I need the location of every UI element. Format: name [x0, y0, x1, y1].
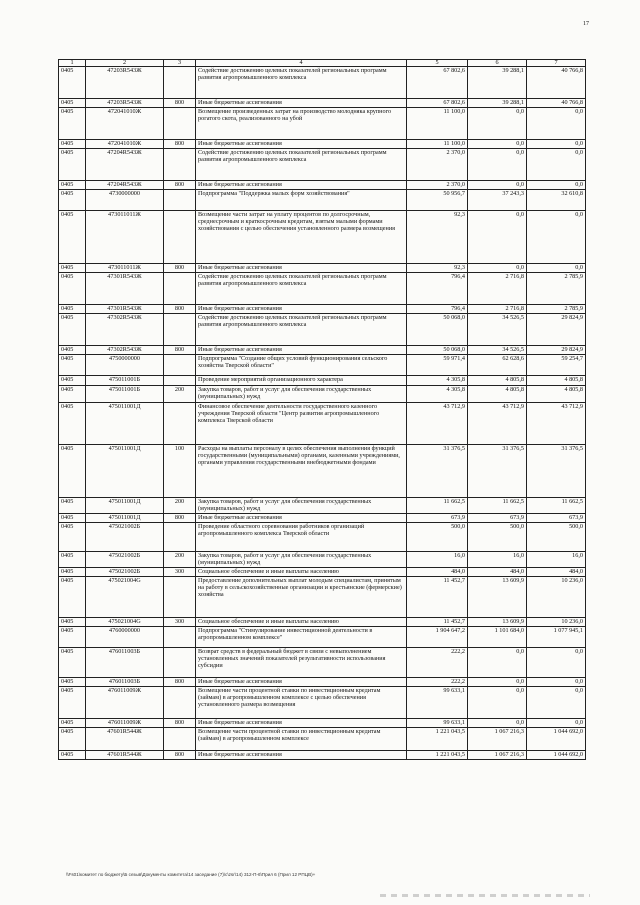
code-cell: 47204R543Ж — [86, 149, 164, 181]
section-cell: 0405 — [59, 648, 86, 678]
item-name-cell: Иные бюджетные ассигнования — [196, 181, 407, 190]
amount-year3-cell: 1 044 692,0 — [527, 728, 586, 751]
section-cell: 0405 — [59, 314, 86, 346]
expense-type-cell: 300 — [164, 568, 196, 577]
section-cell: 0405 — [59, 108, 86, 140]
expense-type-cell — [164, 314, 196, 346]
amount-year1-cell: 222,2 — [407, 648, 468, 678]
amount-year3-cell: 16,0 — [527, 552, 586, 568]
amount-year2-cell: 2 716,8 — [468, 273, 527, 305]
table-row — [59, 648, 586, 678]
item-name-cell: Иные бюджетные ассигнования — [196, 719, 407, 728]
section-cell: 0405 — [59, 751, 86, 760]
item-name-cell: Иные бюджетные ассигнования — [196, 140, 407, 149]
expense-type-cell — [164, 376, 196, 386]
expense-type-cell — [164, 211, 196, 264]
section-cell: 0405 — [59, 568, 86, 577]
expense-type-cell: 800 — [164, 140, 196, 149]
expense-type-cell — [164, 648, 196, 678]
section-cell: 0405 — [59, 211, 86, 264]
code-cell: 475021002Б — [86, 523, 164, 552]
amount-year2-cell: 34 526,5 — [468, 346, 527, 355]
expense-type-cell: 800 — [164, 181, 196, 190]
amount-year3-cell: 40 766,8 — [527, 99, 586, 108]
table-row — [59, 305, 586, 314]
amount-year1-cell: 50 068,0 — [407, 346, 468, 355]
amount-year3-cell: 59 254,7 — [527, 355, 586, 376]
expense-type-cell: 200 — [164, 552, 196, 568]
code-cell: 475011001Д — [86, 445, 164, 498]
expense-type-cell — [164, 728, 196, 751]
table-row — [59, 577, 586, 618]
expense-type-cell: 800 — [164, 346, 196, 355]
table-row — [59, 314, 586, 346]
amount-year3-cell: 0,0 — [527, 149, 586, 181]
expense-type-cell — [164, 108, 196, 140]
amount-year1-cell: 99 633,1 — [407, 687, 468, 719]
table-row — [59, 552, 586, 568]
section-cell: 0405 — [59, 523, 86, 552]
footer-file-path: \\Fs01\комитет по бюджету\Б сезыв\Документы комитета\14 заседание (7)\с\zsr\14) 312-П-6\Прил 6 (Прил 12 РПЦВ)+ — [66, 872, 316, 877]
amount-year1-cell: 222,2 — [407, 678, 468, 687]
table-row — [59, 403, 586, 445]
amount-year1-cell: 1 221 043,5 — [407, 728, 468, 751]
amount-year1-cell: 673,9 — [407, 514, 468, 523]
amount-year3-cell: 1 077 945,1 — [527, 627, 586, 648]
item-name-cell: Проведение мероприятий организационного характера — [196, 376, 407, 386]
code-cell: 47203R543Ж — [86, 67, 164, 99]
amount-year3-cell: 2 785,9 — [527, 305, 586, 314]
page-number: 17 — [583, 21, 589, 27]
expense-type-cell: 800 — [164, 264, 196, 273]
amount-year3-cell: 0,0 — [527, 678, 586, 687]
code-cell: 475011001Д — [86, 514, 164, 523]
code-cell: 475021004G — [86, 577, 164, 618]
amount-year1-cell: 59 971,4 — [407, 355, 468, 376]
amount-year1-cell: 50 068,0 — [407, 314, 468, 346]
header-cell: 6 — [468, 60, 527, 67]
code-cell: 472041010Ж — [86, 140, 164, 149]
expense-type-cell: 300 — [164, 618, 196, 627]
item-name-cell: Иные бюджетные ассигнования — [196, 751, 407, 760]
section-cell: 0405 — [59, 346, 86, 355]
table-row — [59, 514, 586, 523]
amount-year1-cell: 43 712,9 — [407, 403, 468, 445]
amount-year2-cell: 0,0 — [468, 648, 527, 678]
expense-type-cell: 800 — [164, 719, 196, 728]
table-row — [59, 346, 586, 355]
header-cell: 7 — [527, 60, 586, 67]
amount-year2-cell: 11 662,5 — [468, 498, 527, 514]
amount-year3-cell: 0,0 — [527, 648, 586, 678]
section-cell: 0405 — [59, 618, 86, 627]
section-cell: 0405 — [59, 445, 86, 498]
table-row — [59, 568, 586, 577]
table-row — [59, 149, 586, 181]
amount-year1-cell: 92,3 — [407, 211, 468, 264]
amount-year1-cell: 11 100,0 — [407, 108, 468, 140]
table-row — [59, 751, 586, 760]
code-cell: 47601R544Ж — [86, 751, 164, 760]
header-cell: 2 — [86, 60, 164, 67]
amount-year3-cell: 4 805,8 — [527, 386, 586, 403]
amount-year1-cell: 99 633,1 — [407, 719, 468, 728]
expense-type-cell — [164, 403, 196, 445]
code-cell: 47302R543Ж — [86, 346, 164, 355]
amount-year1-cell: 67 802,6 — [407, 67, 468, 99]
item-name-cell: Возмещение части процентной ставки по инвестиционным кредитам (займам) в агропромышленном комплексе — [196, 728, 407, 751]
expense-type-cell: 800 — [164, 514, 196, 523]
item-name-cell: Содействие достижению целевых показателей региональных программ развития агропромышленного комплекса — [196, 149, 407, 181]
section-cell: 0405 — [59, 498, 86, 514]
item-name-cell: Иные бюджетные ассигнования — [196, 305, 407, 314]
table-row — [59, 498, 586, 514]
code-cell: 475021004G — [86, 618, 164, 627]
table-row — [59, 386, 586, 403]
table-row — [59, 523, 586, 552]
section-cell: 0405 — [59, 305, 86, 314]
section-cell: 0405 — [59, 264, 86, 273]
expense-type-cell — [164, 149, 196, 181]
amount-year2-cell: 39 288,1 — [468, 67, 527, 99]
amount-year2-cell: 0,0 — [468, 687, 527, 719]
table-row — [59, 445, 586, 498]
amount-year2-cell: 4 805,8 — [468, 376, 527, 386]
table-row — [59, 190, 586, 211]
section-cell: 0405 — [59, 355, 86, 376]
amount-year3-cell: 0,0 — [527, 687, 586, 719]
amount-year2-cell: 0,0 — [468, 181, 527, 190]
table-row — [59, 719, 586, 728]
code-cell: 473011011Ж — [86, 264, 164, 273]
expense-type-cell — [164, 577, 196, 618]
section-cell: 0405 — [59, 190, 86, 211]
item-name-cell: Иные бюджетные ассигнования — [196, 678, 407, 687]
amount-year1-cell: 500,0 — [407, 523, 468, 552]
amount-year3-cell: 10 236,0 — [527, 618, 586, 627]
amount-year2-cell: 1 067 216,3 — [468, 728, 527, 751]
section-cell: 0405 — [59, 99, 86, 108]
code-cell: 475011001Д — [86, 403, 164, 445]
section-cell: 0405 — [59, 552, 86, 568]
amount-year1-cell: 11 100,0 — [407, 140, 468, 149]
section-cell: 0405 — [59, 627, 86, 648]
amount-year3-cell: 500,0 — [527, 523, 586, 552]
code-cell: 476011009Ж — [86, 687, 164, 719]
amount-year3-cell: 484,0 — [527, 568, 586, 577]
amount-year2-cell: 0,0 — [468, 678, 527, 687]
table-row — [59, 627, 586, 648]
amount-year2-cell: 673,9 — [468, 514, 527, 523]
code-cell: 475011001Б — [86, 386, 164, 403]
amount-year3-cell: 4 805,8 — [527, 376, 586, 386]
amount-year3-cell: 0,0 — [527, 211, 586, 264]
amount-year2-cell: 13 609,9 — [468, 577, 527, 618]
amount-year1-cell: 1 221 043,5 — [407, 751, 468, 760]
amount-year1-cell: 31 376,5 — [407, 445, 468, 498]
amount-year1-cell: 4 305,8 — [407, 386, 468, 403]
table-row — [59, 355, 586, 376]
item-name-cell: Иные бюджетные ассигнования — [196, 514, 407, 523]
code-cell: 472041010Ж — [86, 108, 164, 140]
amount-year3-cell: 2 785,9 — [527, 273, 586, 305]
expense-type-cell — [164, 627, 196, 648]
section-cell: 0405 — [59, 687, 86, 719]
expense-type-cell — [164, 355, 196, 376]
amount-year2-cell: 16,0 — [468, 552, 527, 568]
amount-year3-cell: 0,0 — [527, 140, 586, 149]
code-cell: 473011011Ж — [86, 211, 164, 264]
amount-year3-cell: 32 610,8 — [527, 190, 586, 211]
item-name-cell: Иные бюджетные ассигнования — [196, 99, 407, 108]
amount-year2-cell: 37 243,3 — [468, 190, 527, 211]
expense-type-cell: 800 — [164, 751, 196, 760]
item-name-cell: Возмещение произведенных затрат на производство молодняка крупного рогатого скота, реализованного на убой — [196, 108, 407, 140]
amount-year2-cell: 1 101 684,0 — [468, 627, 527, 648]
amount-year2-cell: 0,0 — [468, 211, 527, 264]
amount-year3-cell: 673,9 — [527, 514, 586, 523]
item-name-cell: Предоставление дополнительных выплат молодым специалистам, принятым на работу в сельскохозяйственные организации и крестьянские (фермерские) хозяйства — [196, 577, 407, 618]
section-cell: 0405 — [59, 403, 86, 445]
amount-year3-cell: 40 766,8 — [527, 67, 586, 99]
table-row — [59, 678, 586, 687]
expense-type-cell — [164, 190, 196, 211]
expense-type-cell — [164, 523, 196, 552]
table-row — [59, 273, 586, 305]
section-cell: 0405 — [59, 273, 86, 305]
amount-year2-cell: 4 805,8 — [468, 386, 527, 403]
table-row — [59, 211, 586, 264]
code-cell: 475021002Б — [86, 552, 164, 568]
table-row — [59, 99, 586, 108]
header-cell: 3 — [164, 60, 196, 67]
section-cell: 0405 — [59, 678, 86, 687]
section-cell: 0405 — [59, 386, 86, 403]
code-cell: 47204R543Ж — [86, 181, 164, 190]
amount-year1-cell: 11 662,5 — [407, 498, 468, 514]
expense-type-cell: 800 — [164, 99, 196, 108]
amount-year1-cell: 2 370,0 — [407, 149, 468, 181]
amount-year1-cell: 1 904 647,2 — [407, 627, 468, 648]
expense-type-cell: 200 — [164, 498, 196, 514]
amount-year3-cell: 29 824,9 — [527, 346, 586, 355]
section-cell: 0405 — [59, 728, 86, 751]
amount-year1-cell: 67 802,6 — [407, 99, 468, 108]
code-cell: 476011003Б — [86, 648, 164, 678]
section-cell: 0405 — [59, 181, 86, 190]
amount-year3-cell: 0,0 — [527, 108, 586, 140]
item-name-cell: Финансовое обеспечение деятельности государственного казенного учреждения Тверской области "Центр развития агропромышленного комплекса Тверской области — [196, 403, 407, 445]
item-name-cell: Социальное обеспечение и иные выплаты населению — [196, 568, 407, 577]
code-cell: 475011001Д — [86, 498, 164, 514]
amount-year2-cell: 500,0 — [468, 523, 527, 552]
item-name-cell: Проведение областного соревнования работников организаций агропромышленного комплекса Тверской области — [196, 523, 407, 552]
expense-type-cell — [164, 687, 196, 719]
amount-year2-cell: 1 067 216,3 — [468, 751, 527, 760]
item-name-cell: Закупка товаров, работ и услуг для обеспечения государственных (муниципальных) нужд — [196, 498, 407, 514]
amount-year1-cell: 11 452,7 — [407, 577, 468, 618]
table-row — [59, 67, 586, 99]
code-cell: 47301R543Ж — [86, 305, 164, 314]
header-cell: 4 — [196, 60, 407, 67]
amount-year1-cell: 92,3 — [407, 264, 468, 273]
item-name-cell: Возмещение части процентной ставки по инвестиционным кредитам (займам) в агропромышленном комплексе с целью обеспечения установленного размера возмещения — [196, 687, 407, 719]
item-name-cell: Содействие достижению целевых показателей региональных программ развития агропромышленного комплекса — [196, 314, 407, 346]
amount-year2-cell: 34 526,5 — [468, 314, 527, 346]
amount-year2-cell: 13 609,9 — [468, 618, 527, 627]
item-name-cell: Иные бюджетные ассигнования — [196, 264, 407, 273]
code-cell: 476011003Б — [86, 678, 164, 687]
table-row — [59, 618, 586, 627]
item-name-cell: Подпрограмма "Поддержка малых форм хозяйствования" — [196, 190, 407, 211]
table-row — [59, 376, 586, 386]
code-cell: 475011001Б — [86, 376, 164, 386]
amount-year1-cell: 796,4 — [407, 273, 468, 305]
amount-year2-cell: 2 716,8 — [468, 305, 527, 314]
amount-year2-cell: 39 288,1 — [468, 99, 527, 108]
code-cell: 47302R543Ж — [86, 314, 164, 346]
amount-year1-cell: 4 305,8 — [407, 376, 468, 386]
amount-year2-cell: 62 628,6 — [468, 355, 527, 376]
expense-type-cell: 800 — [164, 305, 196, 314]
table-row — [59, 728, 586, 751]
amount-year3-cell: 31 376,5 — [527, 445, 586, 498]
section-cell: 0405 — [59, 577, 86, 618]
amount-year2-cell: 0,0 — [468, 719, 527, 728]
item-name-cell: Содействие достижению целевых показателей региональных программ развития агропромышленного комплекса — [196, 67, 407, 99]
expense-type-cell — [164, 67, 196, 99]
table-row — [59, 181, 586, 190]
section-cell: 0405 — [59, 376, 86, 386]
expense-type-cell — [164, 273, 196, 305]
item-name-cell: Закупка товаров, работ и услуг для обеспечения государственных (муниципальных) нужд — [196, 386, 407, 403]
code-cell: 47301R543Ж — [86, 273, 164, 305]
amount-year2-cell: 0,0 — [468, 149, 527, 181]
amount-year3-cell: 0,0 — [527, 181, 586, 190]
amount-year1-cell: 11 452,7 — [407, 618, 468, 627]
item-name-cell: Подпрограмма "Стимулирование инвестиционной деятельности в агропромышленном комплексе" — [196, 627, 407, 648]
table-row — [59, 264, 586, 273]
amount-year2-cell: 0,0 — [468, 108, 527, 140]
code-cell: 47601R544Ж — [86, 728, 164, 751]
expense-type-cell: 800 — [164, 678, 196, 687]
amount-year3-cell: 0,0 — [527, 719, 586, 728]
table-row — [59, 687, 586, 719]
table-row — [59, 108, 586, 140]
table-row — [59, 140, 586, 149]
section-cell: 0405 — [59, 149, 86, 181]
section-cell: 0405 — [59, 514, 86, 523]
amount-year2-cell: 0,0 — [468, 140, 527, 149]
code-cell: 475021002Б — [86, 568, 164, 577]
code-cell: 4760000000 — [86, 627, 164, 648]
expense-type-cell: 200 — [164, 386, 196, 403]
amount-year1-cell: 484,0 — [407, 568, 468, 577]
item-name-cell: Возмещение части затрат на уплату процентов по долгосрочным, среднесрочным и краткосрочным кредитам, взятым малыми формами хозяйствования с целью обеспечения установленного размера возмещения — [196, 211, 407, 264]
item-name-cell: Содействие достижению целевых показателей региональных программ развития агропромышленного комплекса — [196, 273, 407, 305]
header-cell: 5 — [407, 60, 468, 67]
code-cell: 47203R543Ж — [86, 99, 164, 108]
code-cell: 476011009Ж — [86, 719, 164, 728]
table-header-row — [59, 60, 586, 67]
scan-artifact — [380, 894, 590, 897]
section-cell: 0405 — [59, 67, 86, 99]
amount-year3-cell: 29 824,9 — [527, 314, 586, 346]
item-name-cell: Иные бюджетные ассигнования — [196, 346, 407, 355]
amount-year3-cell: 11 662,5 — [527, 498, 586, 514]
amount-year3-cell: 10 236,0 — [527, 577, 586, 618]
item-name-cell: Закупка товаров, работ и услуг для обеспечения государственных (муниципальных) нужд — [196, 552, 407, 568]
amount-year3-cell: 0,0 — [527, 264, 586, 273]
expense-type-cell: 100 — [164, 445, 196, 498]
section-cell: 0405 — [59, 719, 86, 728]
item-name-cell: Расходы на выплаты персоналу в целях обеспечения выполнения функций государственными (муниципальными) органами, казенными учреждениями, органами управления государственными внебюджетными фондами — [196, 445, 407, 498]
item-name-cell: Социальное обеспечение и иные выплаты населению — [196, 618, 407, 627]
amount-year1-cell: 50 956,7 — [407, 190, 468, 211]
section-cell: 0405 — [59, 140, 86, 149]
amount-year3-cell: 43 712,9 — [527, 403, 586, 445]
budget-table — [58, 59, 586, 760]
amount-year1-cell: 796,4 — [407, 305, 468, 314]
amount-year1-cell: 2 370,0 — [407, 181, 468, 190]
header-cell: 1 — [59, 60, 86, 67]
item-name-cell: Возврат средств в федеральный бюджет в связи с невыполнением установленных значений показателей результативности использования субсидии — [196, 648, 407, 678]
amount-year2-cell: 31 376,5 — [468, 445, 527, 498]
code-cell: 4730000000 — [86, 190, 164, 211]
code-cell: 4750000000 — [86, 355, 164, 376]
amount-year2-cell: 484,0 — [468, 568, 527, 577]
amount-year2-cell: 43 712,9 — [468, 403, 527, 445]
amount-year1-cell: 16,0 — [407, 552, 468, 568]
amount-year3-cell: 1 044 692,0 — [527, 751, 586, 760]
amount-year2-cell: 0,0 — [468, 264, 527, 273]
item-name-cell: Подпрограмма "Создание общих условий функционирования сельского хозяйства Тверской области" — [196, 355, 407, 376]
